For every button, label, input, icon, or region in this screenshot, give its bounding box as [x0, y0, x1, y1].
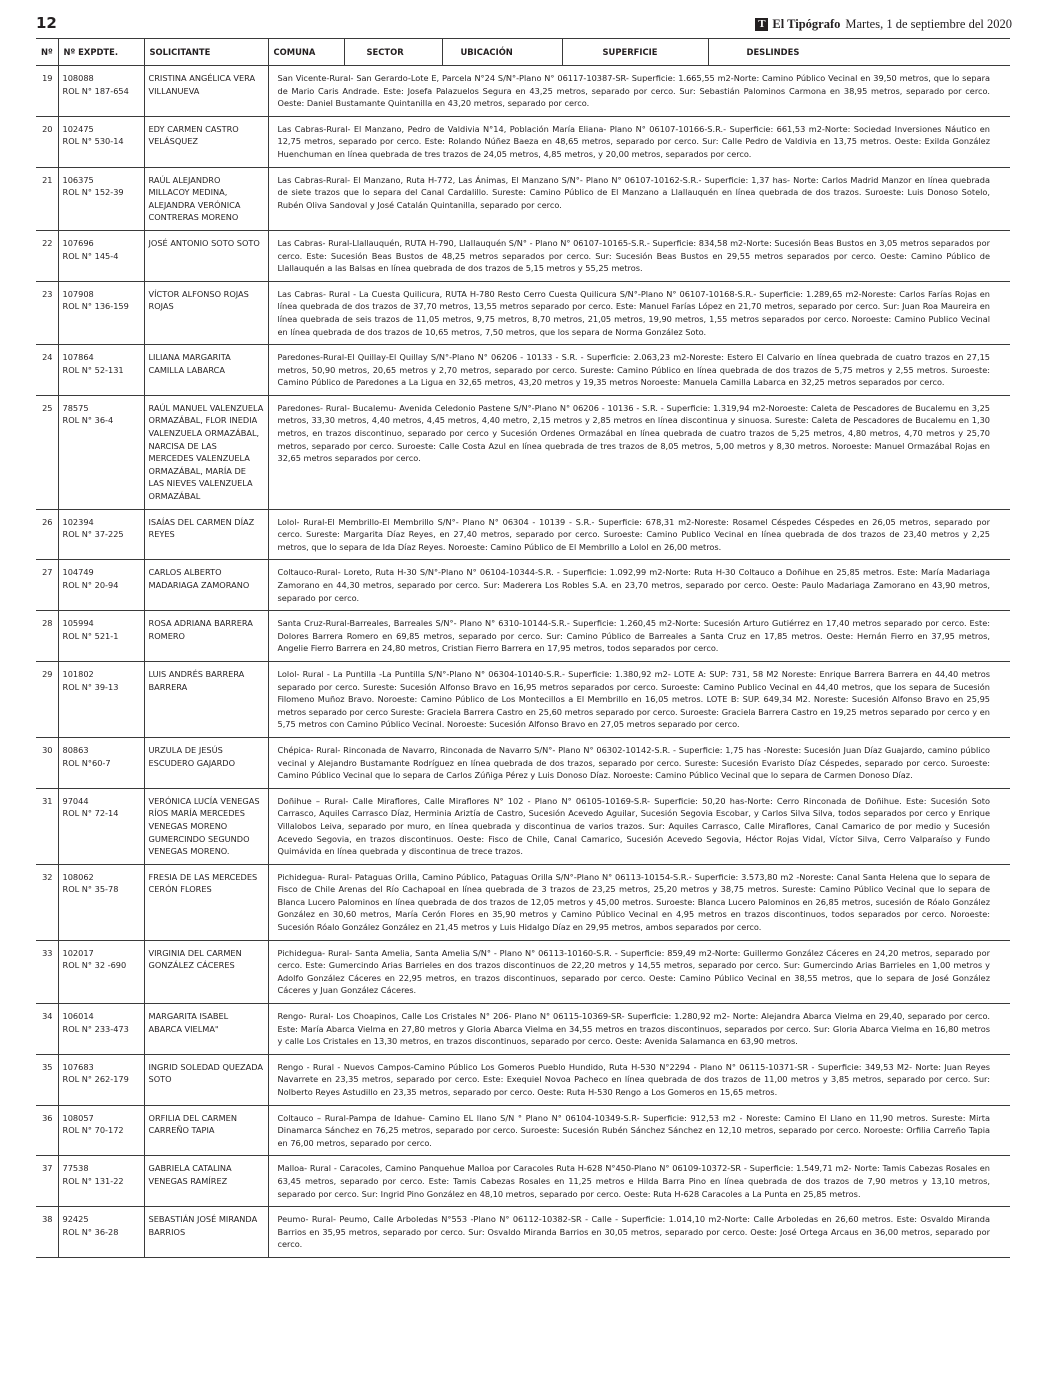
solicitante-cell: VÍCTOR ALFONSO ROJAS ROJAS [144, 281, 268, 344]
table-row [36, 788, 1010, 864]
col-header-deslindes: DESLINDES [708, 39, 1010, 66]
row-number: 24 [36, 345, 58, 396]
row-number: 38 [36, 1207, 58, 1258]
expediente-number: 102475 [62, 123, 94, 134]
expediente-cell [58, 788, 144, 864]
issue-date: Martes, 1 de septiembre del 2020 [845, 17, 1012, 31]
row-number: 30 [36, 737, 58, 788]
col-header-sector: SECTOR [344, 39, 442, 66]
table-row [36, 661, 1010, 737]
expediente-number: 106375 [62, 174, 94, 185]
row-number: 26 [36, 509, 58, 560]
solicitante-cell: LILIANA MARGARITA CAMILLA LABARCA [144, 345, 268, 396]
description-cell: Chépica- Rural- Rinconada de Navarro, Rinconada de Navarro S/N°- Plano N° 06302-10142-S.R. - Superficie: 1,75 has -Noreste: Sucesión Juan Díaz Guajardo, camino público vecinal y Alejandro Bustamante Rodríguez en línea quebrada de dos trazos, separado por cerco. Sureste: Sucesión Evaristo Díaz Céspedes, separado por cerco. Suroeste: Camino Público Vecinal que lo separa de Carlos Zúñiga Pérez y Luis Donoso Díaz. Noroeste: Camino Público Vecinal que lo separa de Carmen Donoso Díaz. [268, 737, 1010, 788]
expediente-number: 77538 [62, 1163, 89, 1174]
rol-number: ROL N°60-7 [62, 757, 111, 768]
description-cell: Lolol- Rural-El Membrillo-El Membrillo S/N°- Plano N° 06304 - 10139 - S.R.- Superficie: 678,31 m2-Noreste: Rosamel Céspedes Céspedes en 26,05 metros, separado por cerco. Sureste: Margarita Díaz Reyes, en 27,40 metros, separado por cerco. Suroeste: Camino Publico Vecinal en línea quebrada de dos trazos de 23,40 metros y 2,25 metros, que lo separa de Ida Díaz Reyes. Noroeste: Camino Público de El Membrillo a Lolol en 26,00 metros. [268, 509, 1010, 560]
table-row [36, 611, 1010, 662]
table-row [36, 1105, 1010, 1156]
description-cell: Pichidegua- Rural- Santa Amelia, Santa Amelia S/N° - Plano N° 06113-10160-S.R. - Superficie: 859,49 m2-Norte: Guillermo González Cáceres en 24,20 metros, separado por cerco. Este: Gumercindo Arias Barrieles en dos trazos discontinuos de 22,20 metros y 14,55 metros, separado por cerco. Sur: Gumercindo Arias Barrieles en 1,00 metros y Adolfo González Cáceres en 22,95 metros, en trazos discontinuos, separado por cerco. Oeste: Camino Público Vecinal en 38,55 metros, que lo separa de José González Cáceres y Juan González Cáceres. [268, 940, 1010, 1003]
solicitante-cell: EDY CARMEN CASTRO VELÁSQUEZ [144, 116, 268, 167]
expediente-cell [58, 281, 144, 344]
expediente-number: 107864 [62, 352, 94, 363]
description-cell: Peumo- Rural- Peumo, Calle Arboledas N°553 -Plano N° 06112-10382-SR - Calle - Superficie: 1.014,10 m2-Norte: Calle Arboledas en 26,60 metros. Este: Osvaldo Miranda Barrios en 35,95 metros, separado por cerco. Sur: Osvaldo Miranda Barrios en 30,05 metros, separado por cerco. Oeste: José Ortega Arcaus en 36,00 metros, separado por cerco. [268, 1207, 1010, 1258]
row-number: 34 [36, 1004, 58, 1055]
solicitante-cell: ROSA ADRIANA BARRERA ROMERO [144, 611, 268, 662]
table-row [36, 560, 1010, 611]
solicitante-cell: CRISTINA ANGÉLICA VERA VILLANUEVA [144, 66, 268, 117]
expediente-number: 107683 [62, 1061, 94, 1072]
rol-number: ROL N° 37-225 [62, 529, 124, 540]
expediente-cell [58, 167, 144, 230]
col-header-solicitante: SOLICITANTE [144, 39, 268, 66]
solicitante-cell: RAÚL ALEJANDRO MILLACOY MEDINA, ALEJANDRA VERÓNICA CONTRERAS MORENO [144, 167, 268, 230]
rol-number: ROL N° 136-159 [62, 301, 129, 312]
rol-number: ROL N° 145-4 [62, 250, 119, 261]
description-cell: Rengo- Rural- Los Choapinos, Calle Los Cristales N° 206- Plano N° 06115-10369-SR- Superficie: 1.280,92 m2- Norte: Alejandra Abarca Vielma en 29,40, separado por cerco. Este: María Abarca Vielma en 27,80 metros y Gloria Abarca Vielma en 34,55 metros en trazos discontinuos, separados por cerco. Sur: Gloria Abarca Vielma en 16,80 metros y calle Los Cristales en 13,30 metros, en trazos discontinuos, separado por cerco. Oeste: Avenida Salamanca en 63,90 metros. [268, 1004, 1010, 1055]
expediente-number: 102394 [62, 516, 94, 527]
table-row [36, 1207, 1010, 1258]
expediente-cell [58, 1207, 144, 1258]
solicitante-cell: ISAÍAS DEL CARMEN DÍAZ REYES [144, 509, 268, 560]
solicitante-cell: ORFILIA DEL CARMEN CARREÑO TAPIA [144, 1105, 268, 1156]
table-row [36, 737, 1010, 788]
description-cell: San Vicente-Rural- San Gerardo-Lote E, Parcela N°24 S/N°-Plano N° 06117-10387-SR- Superficie: 1.665,55 m2-Norte: Camino Público Vecinal en 39,50 metros, que lo separa de Mario Caris Andrade. Este: Josefa Palazuelos Segura en 43,25 metros, separado por cerco. Sur: Sebastián Palominos Carmona en 38,95 metros, separado por cerco. Oeste: Daniel Bustamante Quintanilla en 43,20 metros, separado por cerco. [268, 66, 1010, 117]
rol-number: ROL N° 530-14 [62, 136, 124, 147]
newspaper-name: El Tipógrafo [772, 17, 841, 31]
expediente-cell [58, 230, 144, 281]
rol-number: ROL N° 233-473 [62, 1023, 129, 1034]
description-cell: Malloa- Rural - Caracoles, Camino Panquehue Malloa por Caracoles Ruta H-628 N°450-Plano N° 06109-10372-SR - Superficie: 1.549,71 m2- Norte: Tamis Cabezas Rosales en 63,45 metros, separado por cerco. Este: Tamis Cabezas Rosales en 11,25 metros e Hilda Barra Pino en línea quebrada de dos trazos de 7,90 metros y 13,10 metros, separado por cerco. Sur: Ingrid Pino González en 48,10 metros, separado por cerco. Oeste: Ruta H-628 Caracoles a La Punta en 25,85 metros. [268, 1156, 1010, 1207]
table-row [36, 940, 1010, 1003]
expediente-cell [58, 116, 144, 167]
expediente-cell [58, 1105, 144, 1156]
expediente-cell [58, 395, 144, 509]
row-number: 32 [36, 864, 58, 940]
row-number: 28 [36, 611, 58, 662]
expediente-cell [58, 1156, 144, 1207]
solicitante-cell: VIRGINIA DEL CARMEN GONZÁLEZ CÁCERES [144, 940, 268, 1003]
expediente-cell [58, 1004, 144, 1055]
description-cell: Las Cabras-Rural- El Manzano, Pedro de Valdivia N°14, Población María Eliana- Plano N° 06107-10166-S.R.- Superficie: 661,53 m2-Norte: Sociedad Inversiones Náutico en 12,75 metros, separado por cerco. Este: Rolando Núñez Baeza en 48,65 metros, separado por cerco. Sur: Calle Pedro de Valdivia en 13,75 metros. Oeste: Exilda González Huenchuman en línea quebrada de tres trazos de 24,05 metros, 4,85 metros, y 20,00 metros, separados por cerco. [268, 116, 1010, 167]
expediente-cell [58, 345, 144, 396]
table-row [36, 116, 1010, 167]
expediente-number: 104749 [62, 567, 94, 578]
table-row [36, 345, 1010, 396]
table-row [36, 395, 1010, 509]
row-number: 22 [36, 230, 58, 281]
description-cell: Paredones-Rural-El Quillay-El Quillay S/N°-Plano N° 06206 - 10133 - S.R. - Superficie: 2.063,23 m2-Noreste: Estero El Calvario en línea quebrada de cuatro trazos en 27,15 metros, 50,90 metros, 20,65 metros y 2,70 metros, separado por cerco. Sureste: Camino Público en línea quebrada de dos trazos de 5,75 metros y 2,55 metros. Suroeste: Camino Público de Paredones a La Ligua en 32,65 metros, 43,20 metros y 19,35 metros Noroeste: Manuela Camilla Labarca en 32,25 metros separados por cerco. [268, 345, 1010, 396]
expediente-cell [58, 661, 144, 737]
expediente-cell [58, 509, 144, 560]
description-cell: Pichidegua- Rural- Pataguas Orilla, Camino Público, Pataguas Orilla S/N°-Plano N° 06113-10154-S.R.- Superficie: 3.573,80 m2 -Noreste: Canal Santa Helena que lo separa de Fisco de Chile Arenas del Río Cachapoal en línea quebrada de 3 trazos de 23,25 metros, 25,20 metros y 38,75 metros. Sureste: Camino Público Vecinal que lo separa de Blanca Lucero Palominos en línea quebrada de dos trazos de 12,05 metros y 45,00 metros. Suroeste: Blanca Lucero Palominos en 26,85 metros, sucesión de Róalo González González en 30,60 metros, María Cerón Flores en 35,90 metros y Camino Público Vecinal en 4,95 metros en trazos discontinuos, todos separados por cerco. Noroeste: Sucesión Róalo González González en 21,45 metros y Luis Hidalgo Díaz en 29,95 metros, ambos separados por cerco. [268, 864, 1010, 940]
description-cell: Las Cabras-Rural- El Manzano, Ruta H-772, Las Ánimas, El Manzano S/N°- Plano N° 06107-10162-S.R.- Superficie: 1,37 has- Norte: Carlos Madrid Manzor en línea quebrada de siete trazos que lo separa del Canal Cardalillo. Sureste: Camino Público de El Manzano a Llallauquén en línea quebrada de dos trazos. Suroeste: Luis Donoso Sotelo, Rubén Oliva Sandoval y José Catalán Quintanilla, separado por cerco. [268, 167, 1010, 230]
rol-number: ROL N° 52-131 [62, 364, 124, 375]
rol-number: ROL N° 131-22 [62, 1175, 124, 1186]
col-header-superficie: SUPERFICIE [562, 39, 708, 66]
rol-number: ROL N° 39-13 [62, 681, 119, 692]
expediente-number: 92425 [62, 1214, 89, 1225]
solicitante-cell: RAÚL MANUEL VALENZUELA ORMAZÁBAL, FLOR INEDIA VALENZUELA ORMAZÁBAL, NARCISA DE LAS MERCEDES VALENZUELA ORMAZÁBAL, MARÍA DE LAS NIEVES VALENZUELA ORMAZÁBAL [144, 395, 268, 509]
expediente-number: 107696 [62, 237, 94, 248]
table-row [36, 230, 1010, 281]
table-row [36, 864, 1010, 940]
solicitante-cell: INGRID SOLEDAD QUEZADA SOTO [144, 1054, 268, 1105]
rol-number: ROL N° 32 -690 [62, 960, 127, 971]
masthead [755, 17, 1012, 32]
table-row [36, 281, 1010, 344]
expediente-number: 97044 [62, 795, 89, 806]
row-number: 25 [36, 395, 58, 509]
description-cell: Las Cabras- Rural - La Cuesta Quilicura, RUTA H-780 Resto Cerro Cuesta Quilicura S/N°-Plano N° 06107-10168-S.R.- Superficie: 1.289,65 m2-Noreste: Carlos Farías Rojas en línea quebrada de dos trazos de 37,70 metros, 13,55 metros separado por cerco. Este: Manuel Farías López en 21,70 metros, separado por cerco. Sur: Juan Roa Maureira en línea quebrada de seis trazos de 11,05 metros, 9,75 metros, 8,70 metros, 21,05 metros, 19,90 metros, 1,55 metros separados por cerco. Noroeste: Camino Publico Vecinal en línea quebrada de dos trazos de 10,65 metros, 7,50 metros, que los separa de Norma González Soto. [268, 281, 1010, 344]
expediente-cell [58, 864, 144, 940]
expediente-number: 106014 [62, 1011, 94, 1022]
expediente-number: 105994 [62, 618, 94, 629]
expediente-number: 101802 [62, 668, 94, 679]
rol-number: ROL N° 262-179 [62, 1074, 129, 1085]
expediente-cell [58, 611, 144, 662]
row-number: 20 [36, 116, 58, 167]
row-number: 27 [36, 560, 58, 611]
expediente-cell [58, 940, 144, 1003]
row-number: 21 [36, 167, 58, 230]
expediente-number: 78575 [62, 402, 89, 413]
col-header-ubicacion: UBICACIÓN [442, 39, 562, 66]
table-row [36, 1156, 1010, 1207]
row-number: 33 [36, 940, 58, 1003]
description-cell: Coltauco – Rural-Pampa de Idahue- Camino EL llano S/N ° Plano N° 06104-10349-S.R- Superficie: 912,53 m2 - Noreste: Camino El Llano en 11,90 metros. Sureste: Mirta Dinamarca Sánchez en 76,25 metros, separado por cerco. Suroeste: Sucesión Rubén Sánchez Sánchez en 12,10 metros, separado por cerco. Noroeste: Orfilia Carreño Tapia en 76,00 metros, separado por cerco. [268, 1105, 1010, 1156]
rol-number: ROL N° 187-654 [62, 85, 129, 96]
description-cell: Las Cabras- Rural-Llallauquén, RUTA H-790, Llallauquén S/N° - Plano N° 06107-10165-S.R.- Superficie: 834,58 m2-Norte: Sucesión Beas Bustos en 3,05 metros separados por cerco. Este: Sucesión Beas Bustos de 48,25 metros separados por cerco. Sur: Sucesión Beas Bustos en 29,55 metros separados por cerco. Oeste: Camino Público de Llallauquén a las Balsas en línea quebrada de dos trazos de 5,15 metros y 55,25 metros. [268, 230, 1010, 281]
rol-number: ROL N° 36-28 [62, 1226, 119, 1237]
rol-number: ROL N° 20-94 [62, 580, 119, 590]
expediente-number: 108057 [62, 1112, 94, 1123]
expediente-cell [58, 1054, 144, 1105]
solicitante-cell: SEBASTIÁN JOSÉ MIRANDA BARRIOS [144, 1207, 268, 1258]
description-cell: Santa Cruz-Rural-Barreales, Barreales S/N°- Plano N° 6310-10144-S.R.- Superficie: 1.260,45 m2-Norte: Sucesión Arturo Gutiérrez en 17,40 metros separado por cerco. Este: Dolores Barrera Romero en 69,85 metros, separado por cerco. Sur: Camino Público de Barreales a Santa Cruz en 17,85 metros. Oeste: Hernán Fierro en 37,95 metros, Angelie Fierro Barrera en 24,80 metros, Cristian Fierro Barrera en 17,95 metros, todos separados por cerco. [268, 611, 1010, 662]
expediente-cell [58, 66, 144, 117]
expediente-number: 102017 [62, 947, 94, 958]
solicitante-cell: GABRIELA CATALINA VENEGAS RAMÍREZ [144, 1156, 268, 1207]
row-number: 35 [36, 1054, 58, 1105]
col-header-comuna: COMUNA [268, 39, 344, 66]
solicitante-cell: URZULA DE JESÚS ESCUDERO GAJARDO [144, 737, 268, 788]
expediente-cell [58, 737, 144, 788]
solicitante-cell: FRESIA DE LAS MERCEDES CERÓN FLORES [144, 864, 268, 940]
row-number: 37 [36, 1156, 58, 1207]
description-cell: Lolol- Rural - La Puntilla -La Puntilla S/N°-Plano N° 06304-10140-S.R.- Superficie: 1.380,92 m2- LOTE A: SUP: 731, 58 M2 Noreste: Enrique Barrera Barrera en 44,40 metros separado por cerco. Sureste: Sucesión Alfonso Bravo en 16,95 metros separados por cerco. Suroeste: Camino Publico Vecinal en 44,40 metros, que los separa de Sucesión Filomeno Muñoz Bravo. Noroeste: Camino Público de Los Montecillos a El Membrillo en 16,05 metros. LOTE B: SUP. 649,34 M2. Noreste: Sucesión Alfonso Bravo en 25,95 metros separado por cerco Sureste: Graciela Barrera Castro en 25,60 metros separado por cerco. Suroeste: Graciela Barrera Castro en 19,25 metros separado por cerco y en 5,75 metros con Camino Público Vecinal. Noroeste: Sucesión Alfonso Bravo en 27,05 metros separado por cerco. [268, 661, 1010, 737]
rol-number: ROL N° 35-78 [62, 884, 119, 895]
page-number: 12 [36, 14, 57, 32]
table-row [36, 167, 1010, 230]
col-header-num: Nº [36, 39, 58, 66]
row-number: 29 [36, 661, 58, 737]
rol-number: ROL N° 70-172 [62, 1125, 124, 1136]
rol-number: ROL N° 72-14 [62, 808, 119, 819]
expediente-number: 80863 [62, 744, 89, 755]
page-header [36, 14, 1012, 36]
rol-number: ROL N° 36-4 [62, 415, 114, 426]
row-number: 23 [36, 281, 58, 344]
row-number: 36 [36, 1105, 58, 1156]
description-cell: Coltauco-Rural- Loreto, Ruta H-30 S/N°-Plano N° 06104-10344-S.R. - Superficie: 1.092,99 m2-Norte: Ruta H-30 Coltauco a Doñihue en 25,85 metros. Este: María Madariaga Zamorano en 44,30 metros, separado por cerco. Sur: Maderera Los Robles S.A. en 23,70 metros, separado por cerco. Oeste: Paulo Madariaga Zamorano en 43,90 metros, separado por cerco. [268, 560, 1010, 611]
table-row [36, 1004, 1010, 1055]
rol-number: ROL N° 521-1 [62, 630, 119, 641]
row-number: 19 [36, 66, 58, 117]
table-row [36, 509, 1010, 560]
expediente-number: 108062 [62, 871, 94, 882]
expediente-cell [58, 560, 144, 611]
table-row [36, 66, 1010, 117]
expediente-number: 107908 [62, 288, 94, 299]
solicitante-cell: LUIS ANDRÉS BARRERA BARRERA [144, 661, 268, 737]
description-cell: Rengo - Rural - Nuevos Campos-Camino Público Los Gomeros Pueblo Hundido, Ruta H-530 N°2294 - Plano N° 06115-10371-SR - Superficie: 349,53 M2- Norte: Juan Reyes Navarrete en 23,35 metros, separado por cerco. Este: Exequiel Novoa Pacheco en línea quebrada de dos trazos de 11,00 metros y 3,85 metros, separado por cerco. Sur: Nolberto Reyes Astudillo en 23,35 metros, separado por cerco. Oeste: Ruta H-530 Rengo a Los Gomeros en 15,65 metros. [268, 1054, 1010, 1105]
newspaper-logo-icon: T [755, 18, 768, 31]
table-row [36, 1054, 1010, 1105]
records-table [36, 38, 1010, 1258]
table-header-row [36, 39, 1010, 66]
description-cell: Doñihue – Rural- Calle Miraflores, Calle Miraflores N° 102 - Plano N° 06105-10169-S.R- Superficie: 50,20 has-Norte: Cerro Rinconada de Doñihue. Este: Sucesión Soto Carrasco, Aquiles Carrasco Díaz, Herminia Ariztía de Castro, Sucesión Acevedo Aguilar, Sucesión Segovia Escobar, y Carlos Silva Silva, todos separados por cerco y Enrique Villalobos Leiva, separado por muro, en línea quebrada y discontinua de varios trazos. Sur: Aquiles Carrasco, Calle Miraflores, Canal Camarico de por medio y Sucesión Acevedo Segovia, en trazos discontinuos. Oeste: Fisco de Chile, Canal Camarico, Sucesión Acevedo Segovia, Héctor Rojas Vidal, Víctor Silva, Cerro Valparaíso y Fundo Quimávida en línea quebrada y discontinua de trece trazos. [268, 788, 1010, 864]
solicitante-cell: VERÓNICA LUCÍA VENEGAS RÍOS MARÍA MERCEDES VENEGAS MORENO GUMERCINDO SEGUNDO VENEGAS MORENO. [144, 788, 268, 864]
solicitante-cell: CARLOS ALBERTO MADARIAGA ZAMORANO [144, 560, 268, 611]
rol-number: ROL N° 152-39 [62, 187, 124, 198]
col-header-expdte: Nº EXPDTE. [58, 39, 144, 66]
solicitante-cell: JOSÉ ANTONIO SOTO SOTO [144, 230, 268, 281]
expediente-number: 108088 [62, 73, 94, 83]
solicitante-cell: MARGARITA ISABEL ABARCA VIELMA" [144, 1004, 268, 1055]
description-cell: Paredones- Rural- Bucalemu- Avenida Celedonio Pastene S/N°-Plano N° 06206 - 10136 - S.R. - Superficie: 1.319,94 m2-Noroeste: Caleta de Pescadores de Bucalemu en 3,25 metros, 33,30 metros, 4,40 metros, 4,45 metros, 4,40 metro, 2,15 metros y 2,85 metros en línea discontinua y sinuosa. Sureste: Caleta de Pescadores de Bucalemu en 1,30 metros, en trazos discontinuo, separado por cerco y Sucesión Ordenes Ormazábal en línea quebrada de cuatro trazos de 5,25 metros, 4,80 metros, 4,70 metros y 25,70 metros, separado por cerco. Suroeste: Calle Costa Azul en línea quebrada de tres trazos de 8,05 metros, 5,00 metros y 8,30 metros. Noroeste: Manuel Ormazábal Rojas en 32,65 metros separados por cerco. [268, 395, 1010, 509]
row-number: 31 [36, 788, 58, 864]
